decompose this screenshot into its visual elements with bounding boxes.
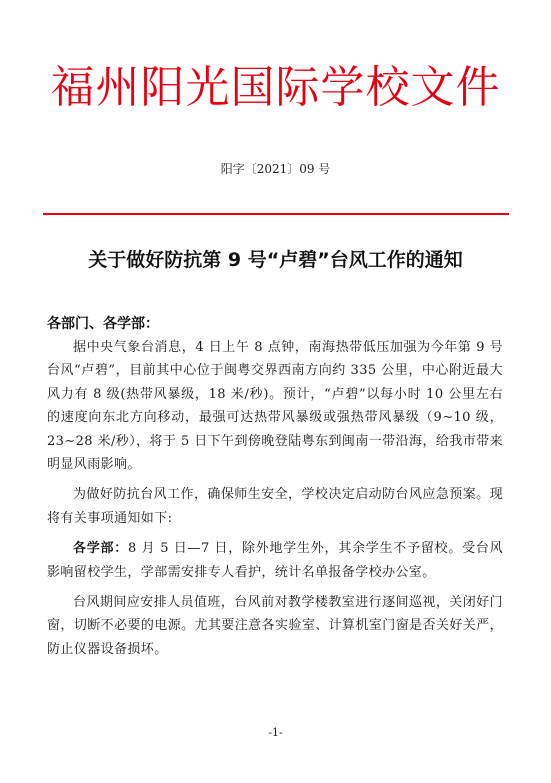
- document-number: 阳字〔2021〕09 号: [220, 162, 331, 176]
- paragraph-text: 为做好防抗台风工作，确保师生安全，学校决定启动防台风应急预案。现将有关事项通知如下:: [47, 487, 503, 526]
- body-paragraph: [47, 537, 503, 584]
- addressee-line: 各部门、各学部：: [47, 316, 159, 332]
- paragraph-text: 据中央气象台消息，4 日上午 8 点钟，南海热带低压加强为今年第 9 号台风“卢碧”，目前其中心位于闽粤交界西南方向约 335 公里，中心附近最大风力有 8 级(热带风暴级，18 米/秒)。预计，“卢碧”以每小时 10 公里左右的速度向东北方向移动，最强可达热带风暴级或强热带风暴级（9∼10 级，23∼28 米/秒），将于 5 日下午到傍晚登陆粤东到闽南一带沿海，给我市带来明显风雨影响。: [47, 340, 503, 473]
- header-divider: [43, 213, 509, 215]
- page-number: -1-: [268, 726, 283, 739]
- notice-title: 关于做好防抗第 9 号“卢碧”台风工作的通知: [88, 249, 463, 271]
- body-paragraph: [47, 591, 503, 661]
- notice-body: [47, 336, 503, 668]
- paragraph-text: 8 月 5 日—7 日，除外地学生外，其余学生不予留校。受台风影响留校学生，学部需安排专人看护，统计名单报备学校办公室。: [47, 541, 503, 580]
- paragraph-text: 台风期间应安排人员值班，台风前对教学楼教室进行逐间巡视，关闭好门窗，切断不必要的电源。尤其要注意各实验室、计算机室门窗是否关好关严，防止仪器设备损坏。: [47, 595, 503, 657]
- document-header-title: 福州阳光国际学校文件: [50, 62, 501, 113]
- body-paragraph: [47, 483, 503, 530]
- body-paragraph: [47, 336, 503, 476]
- paragraph-lead: 各学部：: [73, 541, 129, 557]
